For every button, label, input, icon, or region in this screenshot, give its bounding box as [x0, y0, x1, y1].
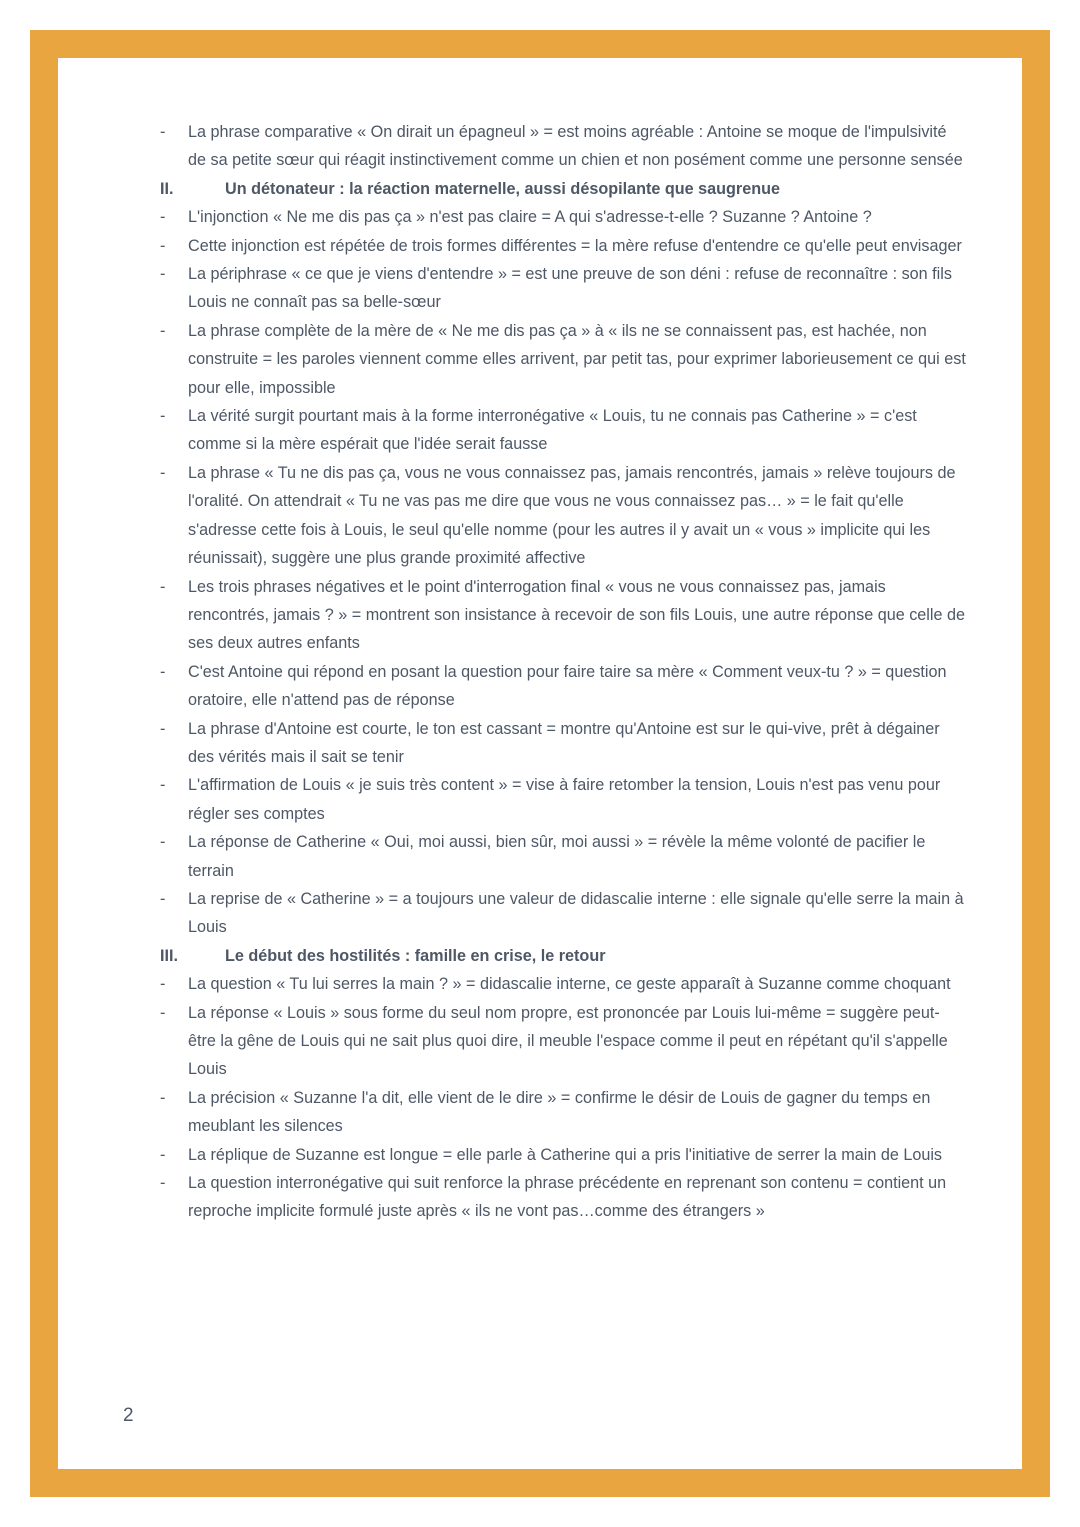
bullet-dash: -	[160, 833, 166, 852]
bullet-dash: -	[160, 889, 166, 908]
section-title: Le début des hostilités : famille en crise, le retour	[225, 946, 606, 965]
bullet-item	[160, 573, 966, 658]
bullet-dash: -	[160, 975, 166, 994]
bullet-text: La reprise de « Catherine » = a toujours une valeur de didascalie interne : elle signale qu'elle serre la main à Louis	[188, 889, 964, 937]
bullet-item	[160, 1141, 966, 1169]
bullet-text: La question « Tu lui serres la main ? » = didascalie interne, ce geste apparaît à Suzanne comme choquant	[188, 975, 951, 994]
bullet-item	[160, 118, 966, 175]
bullet-item	[160, 885, 966, 942]
section-numeral: II.	[160, 179, 174, 198]
bullet-text: La réponse de Catherine « Oui, moi aussi, bien sûr, moi aussi » = révèle la même volonté de pacifier le terrain	[188, 833, 926, 880]
section-heading	[160, 942, 966, 970]
bullet-text: La réplique de Suzanne est longue = elle parle à Catherine qui a pris l'initiative de serrer la main de Louis	[188, 1145, 943, 1164]
document-page	[58, 58, 1022, 1469]
bullet-item	[160, 260, 966, 317]
section-heading	[160, 175, 966, 203]
bullet-item	[160, 459, 966, 573]
bullet-text: La phrase comparative « On dirait un épagneul » = est moins agréable : Antoine se moque de l'impulsivité de sa petite sœur qui réagit instinctivement comme un chien et non posément comme une personne sensée	[188, 123, 963, 170]
bullet-item	[160, 828, 966, 885]
bullet-item	[160, 715, 966, 772]
bullet-text: La phrase « Tu ne dis pas ça, vous ne vous connaissez pas, jamais rencontrés, jamais » relève toujours de l'oralité. On attendrait « Tu ne vas pas me dire que vous ne vous connaissez pas… » = le fait qu'elle s'adresse cette fois à Louis, le seul qu'elle nomme (pour les autres il y avait un « vous » implicite qui les réunissait), suggère une plus grande proximité affective	[188, 463, 956, 568]
notes-list	[160, 118, 966, 1226]
bullet-text: L'injonction « Ne me dis pas ça » n'est pas claire = A qui s'adresse-t-elle ? Suzanne ? Antoine ?	[188, 208, 872, 227]
bullet-item	[160, 402, 966, 459]
page-number: 2	[123, 1405, 134, 1426]
bullet-dash: -	[160, 123, 166, 141]
bullet-text: La vérité surgit pourtant mais à la forme interronégative « Louis, tu ne connais pas Catherine » = c'est comme si la mère espérait que l'idée serait fausse	[188, 407, 917, 454]
bullet-item	[160, 1169, 966, 1226]
bullet-dash: -	[160, 321, 166, 340]
bullet-dash: -	[160, 407, 166, 426]
bullet-text: La périphrase « ce que je viens d'entendre » = est une preuve de son déni : refuse de reconnaître : son fils Louis ne connaît pas sa belle-sœur	[188, 265, 952, 312]
page-border-frame	[30, 30, 1050, 1497]
bullet-dash: -	[160, 1174, 166, 1193]
bullet-dash: -	[160, 463, 166, 482]
bullet-item	[160, 771, 966, 828]
bullet-item	[160, 999, 966, 1084]
bullet-text: Les trois phrases négatives et le point d'interrogation final « vous ne vous connaissez pas, jamais rencontrés, jamais ? » = montrent son insistance à recevoir de son fils Louis, une autre réponse que celle de ses deux autres enfants	[188, 577, 965, 653]
bullet-dash: -	[160, 662, 166, 681]
bullet-dash: -	[160, 1088, 166, 1107]
bullet-dash: -	[160, 236, 166, 255]
section-numeral: III.	[160, 946, 178, 965]
bullet-item	[160, 232, 966, 260]
bullet-text: L'affirmation de Louis « je suis très content » = vise à faire retomber la tension, Louis n'est pas venu pour régler ses comptes	[188, 776, 941, 823]
bullet-item	[160, 658, 966, 715]
bullet-text: C'est Antoine qui répond en posant la question pour faire taire sa mère « Comment veux-tu ? » = question oratoire, elle n'attend pas de réponse	[188, 662, 947, 710]
bullet-text: La précision « Suzanne l'a dit, elle vient de le dire » = confirme le désir de Louis de gagner du temps en meublant les silences	[188, 1088, 931, 1136]
bullet-text: La phrase d'Antoine est courte, le ton est cassant = montre qu'Antoine est sur le qui-vive, prêt à dégainer des vérités mais il sait se tenir	[188, 719, 940, 766]
bullet-dash: -	[160, 265, 166, 284]
bullet-text: Cette injonction est répétée de trois formes différentes = la mère refuse d'entendre ce qu'elle peut envisager	[188, 236, 962, 255]
bullet-text: La phrase complète de la mère de « Ne me dis pas ça » à « ils ne se connaissent pas, est hachée, non construite = les paroles viennent comme elles arrivent, par petit tas, pour exprimer laborieusement ce qui est pour elle, impossible	[188, 321, 966, 397]
bullet-dash: -	[160, 1145, 166, 1164]
bullet-text: La réponse « Louis » sous forme du seul nom propre, est prononcée par Louis lui-même = suggère peut-être la gêne de Louis qui ne sait plus quoi dire, il meuble l'espace comme il peut en répétant qu'il s'appelle Louis	[188, 1003, 948, 1079]
bullet-dash: -	[160, 577, 166, 596]
bullet-item	[160, 203, 966, 231]
bullet-text: La question interronégative qui suit renforce la phrase précédente en reprenant son contenu = contient un reproche implicite formulé juste après « ils ne vont pas…comme des étrangers »	[188, 1174, 947, 1221]
bullet-item	[160, 1084, 966, 1141]
bullet-dash: -	[160, 208, 166, 227]
document-content	[123, 118, 966, 1469]
bullet-dash: -	[160, 776, 166, 795]
bullet-dash: -	[160, 719, 166, 738]
bullet-item	[160, 317, 966, 402]
bullet-dash: -	[160, 1003, 166, 1022]
section-title: Un détonateur : la réaction maternelle, aussi désopilante que saugrenue	[225, 179, 781, 198]
bullet-item	[160, 970, 966, 998]
